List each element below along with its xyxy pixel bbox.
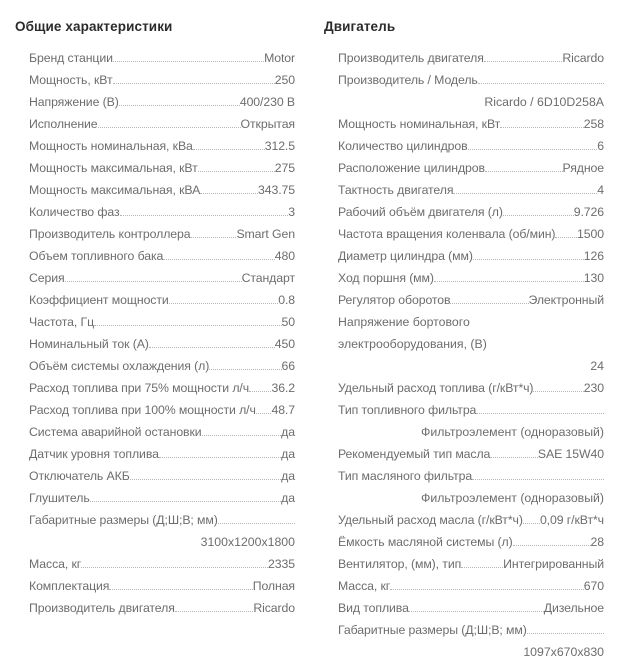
spec-value: 48.7 <box>271 403 295 417</box>
spec-row <box>0 377 309 399</box>
dot-leader <box>468 149 598 150</box>
spec-label: Мощность номинальная, кВа <box>29 139 193 153</box>
spec-label: Система аварийной остановки <box>29 425 202 439</box>
spec-value: 0.8 <box>278 293 295 307</box>
spec-label: Частота, Гц <box>29 315 95 329</box>
spec-row <box>0 47 309 69</box>
dot-leader <box>149 347 275 348</box>
spec-value: Дизельное <box>543 601 604 615</box>
spec-label: Тактность двигателя <box>338 183 454 197</box>
spec-value: Ricardo <box>562 51 604 65</box>
dot-leader <box>249 391 271 392</box>
dot-leader <box>202 435 282 436</box>
spec-row <box>0 509 309 553</box>
spec-row <box>0 91 309 113</box>
spec-value: 36.2 <box>271 381 295 395</box>
spec-row <box>309 113 618 135</box>
spec-label: Диаметр цилиндра (мм) <box>338 249 473 263</box>
spec-value: 9.726 <box>573 205 604 219</box>
spec-row <box>309 311 618 377</box>
dot-leader <box>119 105 240 106</box>
spec-label-line <box>338 465 604 487</box>
dot-leader <box>500 127 584 128</box>
spec-label: Объем топливного бака <box>29 249 164 263</box>
spec-label: Вид топлива <box>338 601 409 615</box>
spec-row <box>309 399 618 443</box>
spec-value: Motor <box>264 51 295 65</box>
spec-value: да <box>281 447 295 461</box>
spec-row <box>0 289 309 311</box>
spec-value: 126 <box>583 249 604 263</box>
spec-value: 28 <box>590 535 604 549</box>
spec-row <box>0 267 309 289</box>
column-title-engine: Двигатель <box>324 19 396 34</box>
spec-label: Мощность, кВт <box>29 73 113 87</box>
spec-label: Производитель двигателя <box>29 601 175 615</box>
dot-leader <box>409 611 544 612</box>
spec-label: Рабочий объём двигателя (л) <box>338 205 503 219</box>
spec-label: Удельный расход масла (г/кВт*ч) <box>338 513 523 527</box>
spec-label: Мощность максимальная, кВА <box>29 183 201 197</box>
spec-row <box>309 619 618 663</box>
spec-value: 2335 <box>268 557 295 571</box>
spec-row <box>309 69 618 113</box>
spec-label: Количество цилиндров <box>338 139 468 153</box>
spec-label-line <box>29 509 295 531</box>
spec-value: Открытая <box>240 117 295 131</box>
column-title-general: Общие характеристики <box>15 19 173 34</box>
spec-value: 275 <box>274 161 295 175</box>
spec-row <box>309 531 618 553</box>
spec-label-line <box>338 69 604 91</box>
spec-value: 24 <box>590 359 604 373</box>
spec-value: 258 <box>583 117 604 131</box>
dot-leader <box>98 127 241 128</box>
dot-leader <box>169 303 279 304</box>
dot-leader <box>81 567 268 568</box>
spec-row <box>309 289 618 311</box>
spec-row <box>0 201 309 223</box>
spec-value: 1097x670x830 <box>523 645 604 659</box>
spec-value: Ricardo <box>253 601 295 615</box>
dot-leader <box>484 61 563 62</box>
spec-label: Ёмкость масляной системы (л) <box>338 535 513 549</box>
dot-leader <box>513 545 591 546</box>
dot-leader <box>65 281 242 282</box>
spec-value: 480 <box>274 249 295 263</box>
spec-row <box>0 597 309 619</box>
spec-value: 3100x1200x1800 <box>200 535 295 549</box>
dot-leader <box>461 567 503 568</box>
dot-leader <box>472 479 604 480</box>
spec-label: Напряжение (В) <box>29 95 119 109</box>
dot-leader <box>175 611 254 612</box>
spec-label: Мощность номинальная, кВт <box>338 117 501 131</box>
spec-value: 343.75 <box>257 183 295 197</box>
spec-value: 6 <box>597 139 604 153</box>
spec-row <box>0 157 309 179</box>
dot-leader <box>453 193 597 194</box>
spec-row <box>309 443 618 465</box>
spec-row <box>0 487 309 509</box>
spec-list-general <box>0 47 309 619</box>
spec-row <box>309 597 618 619</box>
dot-leader <box>523 523 540 524</box>
spec-label: Объём системы охлаждения (л) <box>29 359 210 373</box>
spec-row <box>309 179 618 201</box>
spec-label: Исполнение <box>29 117 98 131</box>
spec-value: Электронный <box>528 293 604 307</box>
dot-leader <box>109 589 252 590</box>
spec-label: Датчик уровня топлива <box>29 447 159 461</box>
dot-leader <box>478 83 604 84</box>
dot-leader <box>485 171 563 172</box>
spec-value: 400/230 В <box>239 95 295 109</box>
spec-value: 670 <box>583 579 604 593</box>
spec-row <box>0 245 309 267</box>
spec-value: Фильтроэлемент (одноразовый) <box>421 425 604 439</box>
dot-leader <box>159 457 281 458</box>
spec-value: да <box>281 491 295 505</box>
spec-row <box>309 575 618 597</box>
dot-leader <box>198 171 275 172</box>
spec-value: 0,09 г/кВт*ч <box>539 513 604 527</box>
spec-row <box>0 421 309 443</box>
spec-row <box>0 399 309 421</box>
spec-value: Ricardo / 6D10D258A <box>484 95 604 109</box>
spec-label: Производитель / Модель <box>338 73 478 87</box>
spec-row <box>309 201 618 223</box>
dot-leader <box>434 281 584 282</box>
spec-label: Расположение цилиндров <box>338 161 485 175</box>
spec-value: Smart Gen <box>236 227 295 241</box>
spec-label: Глушитель <box>29 491 90 505</box>
dot-leader <box>209 369 281 370</box>
spec-label: Масса, кг <box>338 579 391 593</box>
spec-label: Производитель двигателя <box>338 51 484 65</box>
spec-label: Расход топлива при 75% мощности л/ч <box>29 381 250 395</box>
spec-value: Полная <box>252 579 295 593</box>
dot-leader <box>163 259 275 260</box>
spec-value: Стандарт <box>241 271 295 285</box>
spec-row <box>0 333 309 355</box>
spec-row <box>309 465 618 509</box>
spec-label-line <box>338 619 604 641</box>
spec-value: 230 <box>583 381 604 395</box>
spec-label-line <box>338 399 604 421</box>
spec-label: Тип топливного фильтра <box>338 403 477 417</box>
dot-leader <box>120 215 289 216</box>
spec-label: Масса, кг <box>29 557 82 571</box>
spec-value: 4 <box>597 183 604 197</box>
dot-leader <box>555 237 577 238</box>
dot-leader <box>130 479 281 480</box>
spec-value: 66 <box>281 359 295 373</box>
dot-leader <box>113 61 264 62</box>
spec-label: Частота вращения коленвала (об/мин) <box>338 227 556 241</box>
spec-label: Комплектация <box>29 579 110 593</box>
spec-label: Габаритные размеры (Д;Ш;В; мм) <box>338 623 527 637</box>
spec-row <box>0 443 309 465</box>
spec-label: Производитель контроллера <box>29 227 191 241</box>
spec-row <box>309 157 618 179</box>
spec-label: Количество фаз <box>29 205 120 219</box>
dot-leader <box>527 633 604 634</box>
dot-leader <box>94 325 282 326</box>
spec-row <box>309 509 618 531</box>
dot-leader <box>218 523 295 524</box>
dot-leader <box>473 259 584 260</box>
spec-value: 130 <box>583 271 604 285</box>
spec-row <box>309 267 618 289</box>
spec-row <box>0 135 309 157</box>
spec-value: SAE 15W40 <box>537 447 604 461</box>
spec-value: Фильтроэлемент (одноразовый) <box>421 491 604 505</box>
spec-value: да <box>281 469 295 483</box>
spec-label: Серия <box>29 271 65 285</box>
spec-row <box>309 47 618 69</box>
spec-label: Напряжение бортового электрооборудования, (В) <box>338 315 487 351</box>
spec-value: Интегрированный <box>503 557 604 571</box>
spec-row <box>0 553 309 575</box>
dot-leader <box>476 413 604 414</box>
spec-row <box>0 575 309 597</box>
dot-leader <box>113 83 275 84</box>
spec-label: Мощность максимальная, кВт <box>29 161 198 175</box>
spec-row <box>0 465 309 487</box>
spec-row <box>0 113 309 135</box>
spec-value: 3 <box>288 205 295 219</box>
spec-label: Номинальный ток (А) <box>29 337 149 351</box>
spec-value: 50 <box>281 315 295 329</box>
dot-leader <box>191 237 237 238</box>
spec-row <box>0 311 309 333</box>
dot-leader <box>450 303 528 304</box>
spec-row <box>309 553 618 575</box>
spec-value: Рядное <box>562 161 604 175</box>
dot-leader <box>90 501 282 502</box>
dot-leader <box>533 391 583 392</box>
spec-value: да <box>281 425 295 439</box>
dot-leader <box>503 215 574 216</box>
spec-label: Отключатель АКБ <box>29 469 130 483</box>
spec-label: Регулятор оборотов <box>338 293 451 307</box>
spec-label: Расход топлива при 100% мощности л/ч <box>29 403 256 417</box>
spec-value: 250 <box>274 73 295 87</box>
spec-row <box>309 377 618 399</box>
spec-label: Ход поршня (мм) <box>338 271 434 285</box>
dot-leader <box>193 149 265 150</box>
spec-value: 1500 <box>577 227 604 241</box>
spec-label: Рекомендуемый тип масла <box>338 447 491 461</box>
dot-leader <box>200 193 258 194</box>
spec-list-engine <box>309 47 618 663</box>
spec-label: Габаритные размеры (Д;Ш;В; мм) <box>29 513 218 527</box>
spec-value: 312.5 <box>264 139 295 153</box>
dot-leader <box>256 413 272 414</box>
spec-row <box>0 355 309 377</box>
spec-row <box>0 69 309 91</box>
spec-row <box>0 179 309 201</box>
spec-value: 450 <box>274 337 295 351</box>
spec-label: Вентилятор, (мм), тип <box>338 557 462 571</box>
spec-label: Удельный расход топлива (г/кВт*ч) <box>338 381 534 395</box>
spec-row <box>309 135 618 157</box>
specifications-column-engine <box>309 0 618 663</box>
spec-label: Коэффициент мощности <box>29 293 169 307</box>
spec-row <box>309 245 618 267</box>
spec-label: Тип масляного фильтра <box>338 469 473 483</box>
spec-row <box>309 223 618 245</box>
spec-label: Бренд станции <box>29 51 113 65</box>
spec-row <box>0 223 309 245</box>
dot-leader <box>490 457 538 458</box>
dot-leader <box>390 589 584 590</box>
